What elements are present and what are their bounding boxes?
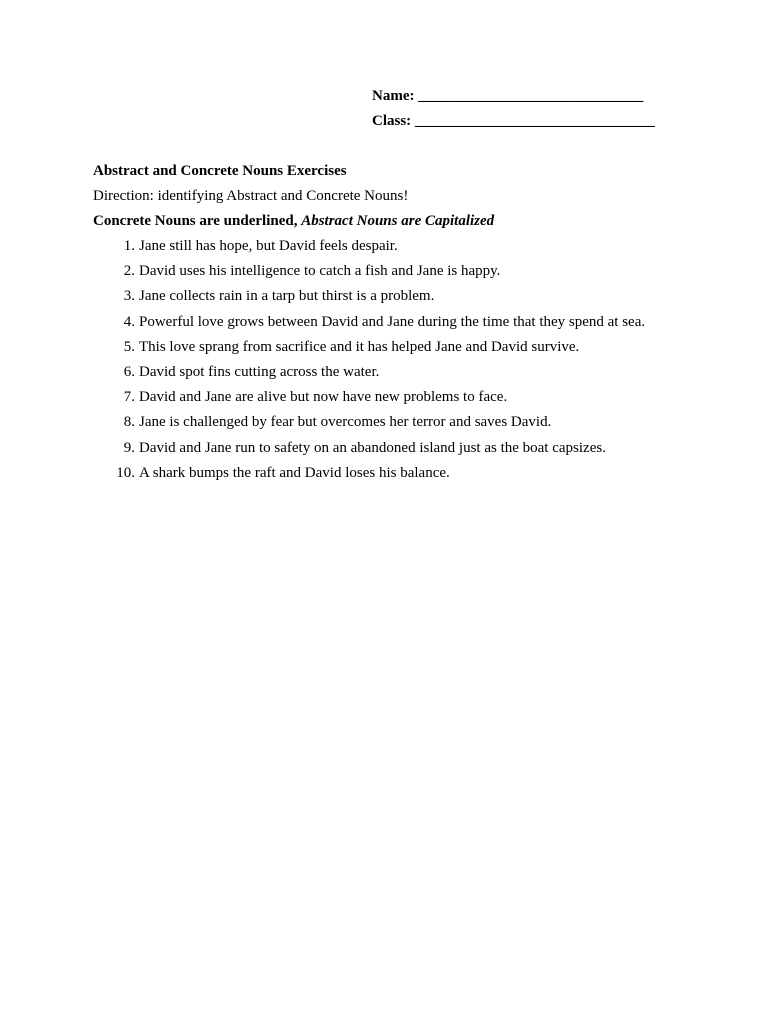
item-text: A shark bumps the raft and David loses his balance. [139, 464, 450, 481]
name-field: Name: ______________________________ [372, 88, 644, 104]
item-number: 1. [123, 238, 135, 254]
worksheet-content [93, 161, 713, 488]
item-number: 5. [123, 338, 135, 355]
item-text: This love sprang from sacrifice and it has helped Jane and David survive. [139, 338, 580, 355]
exercise-item [93, 463, 713, 488]
header-fields [372, 86, 655, 136]
item-text: Jane still has hope, but David feels despair. [139, 238, 398, 254]
item-number: 8. [123, 414, 135, 431]
instruction-concrete: Concrete Nouns are underlined, [93, 213, 302, 229]
item-text: David spot fins cutting across the water. [139, 363, 380, 380]
item-text: Jane collects rain in a tarp but thirst is a problem. [139, 288, 435, 305]
worksheet-title: Abstract and Concrete Nouns Exercises [93, 163, 347, 179]
exercise-list [93, 236, 713, 488]
exercise-item [93, 312, 713, 337]
item-text: David uses his intelligence to catch a fish and Jane is happy. [139, 263, 501, 280]
item-number: 3. [123, 288, 135, 305]
exercise-item [93, 438, 713, 463]
item-number: 10. [116, 464, 135, 481]
class-field: Class: ________________________________ [372, 113, 655, 129]
exercise-item [93, 337, 713, 362]
instruction-abstract: Abstract Nouns are Capitalized [301, 213, 495, 229]
exercise-item [93, 362, 713, 387]
exercise-item [93, 412, 713, 437]
item-text: David and Jane are alive but now have new problems to face. [139, 389, 508, 406]
exercise-item [93, 261, 713, 286]
exercise-item [93, 236, 713, 261]
item-text: Powerful love grows between David and Jane during the time that they spend at sea. [139, 313, 646, 330]
item-number: 2. [123, 263, 135, 280]
direction-text: Direction: identifying Abstract and Concrete Nouns! [93, 188, 409, 204]
exercise-item [93, 286, 713, 311]
item-text: Jane is challenged by fear but overcomes her terror and saves David. [139, 414, 552, 431]
item-text: David and Jane run to safety on an abandoned island just as the boat capsizes. [139, 439, 606, 456]
item-number: 7. [123, 389, 135, 406]
exercise-item [93, 387, 713, 412]
item-number: 6. [123, 363, 135, 380]
item-number: 4. [123, 313, 135, 330]
item-number: 9. [123, 439, 135, 456]
instruction-text [93, 211, 713, 236]
